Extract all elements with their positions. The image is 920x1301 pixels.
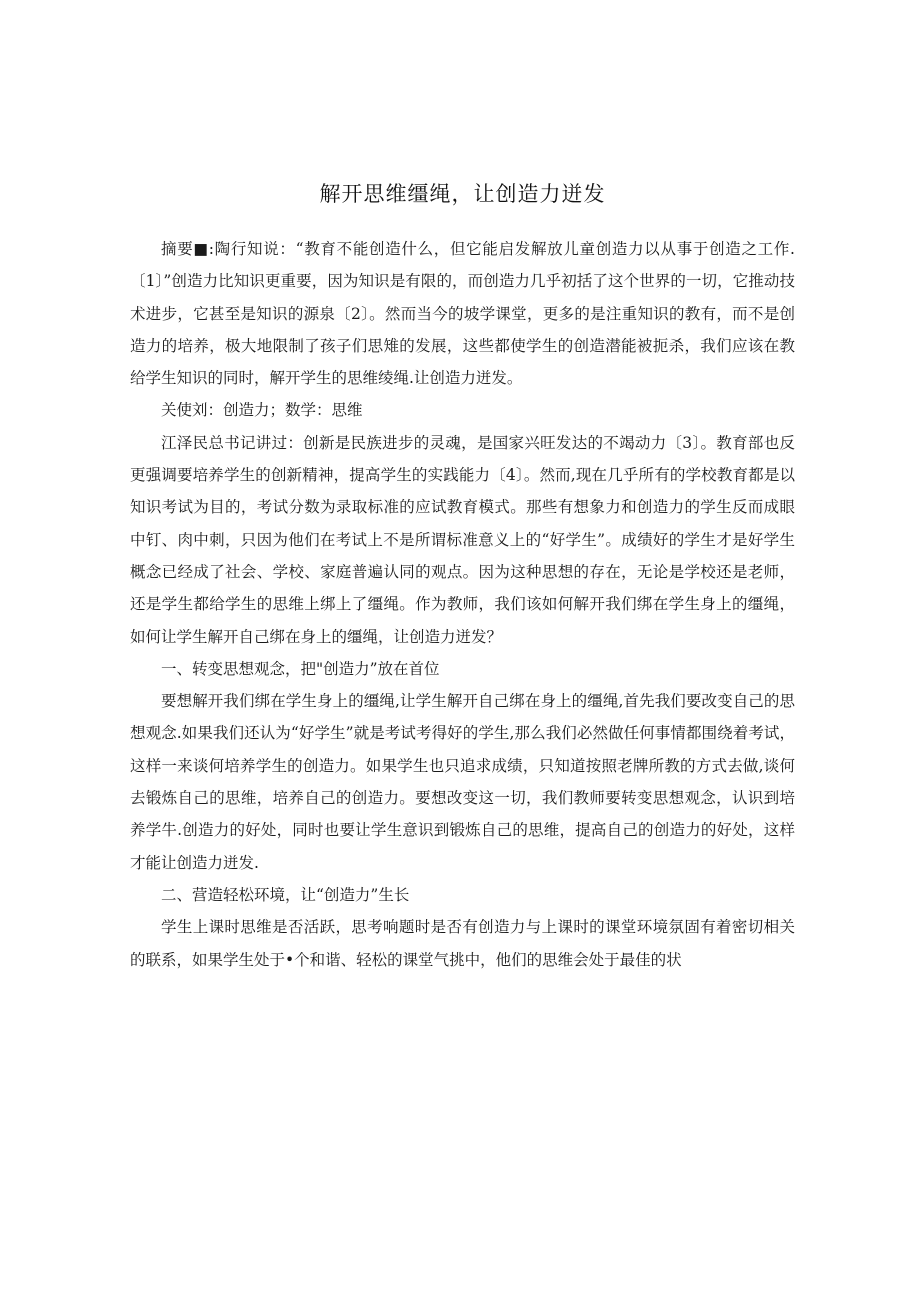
section-1-paragraph: 要想解开我们绑在学生身上的缰绳,让学生解开自己绑在身上的缰绳,首先我们要改变自己的思想观念.如果我们还认为“好学生”就是考试考得好的学生,那么我们必然做任何事情都围绕着考试，这样一来谈何培养学生的创造力。如果学生也只追求成绩，只知道按照老牌所教的方式去做,谈何去锻炼自己的思维，培养自己的创造力。要想改变这一切，我们教师要转变思想观念，认识到培养学牛.创造力的好处，同时也要让学生意识到锻炼自己的思维，提高自己的创造力的好处，这样才能让创造力迸发. — [130, 692, 795, 872]
document-title: 解开思维缰绳，让创造力迸发 — [319, 182, 606, 206]
keywords-paragraph: 关使刘：创造力；数学：思维 — [161, 401, 363, 420]
section-heading-2: 二、营造轻松环境，让“创造力”生长 — [161, 885, 410, 904]
intro-paragraph: 江泽民总书记讲过：创新是民族进步的灵魂，是国家兴旺发达的不竭动力〔3〕。教育部也反更强调要培养学生的创新精神，提高学生的实践能力〔4〕。然而,现在几乎所有的学校教育都是以知识考试为目的，考试分数为录取标准的应试教育模式。那些有想象力和创造力的学生反而成眼中钉、肉中刺，只因为他们在考试上不是所谓标准意义上的“好学生”。成绩好的学生才是好学生概念已经成了社会、学校、家庭普遍认同的观点。因为这种思想的存在，无论是学校还是老师，还是学生都给学生的思维上绑上了缰绳。作为教师，我们该如何解开我们绑在学生身上的缰绳，如何让学生解开自己绑在身上的缰绳，让创造力迸发？ — [130, 433, 795, 646]
section-2-paragraph: 学生上课时思维是否活跃，思考响题时是否有创造力与上课时的课堂环境氛固有着密切相关的联系，如果学生处于•个和谐、轻松的课堂气挑中，他们的思维会处于最佳的状 — [130, 918, 795, 969]
section-heading-1: 一、转变思想观念，把"创造力”放在首位 — [161, 659, 440, 678]
document-body — [130, 233, 795, 976]
abstract-paragraph: 摘要■:陶行知说：“教育不能创造什么，但它能启发解放儿童创造力以从事于创造之工作.〔1〕”创造力比知识更重要，因为知识是有限的，而创造力几乎初括了这个世界的一切，它推动技术进步，它甚至是知识的源泉〔2〕。然而当今的坡学课堂，更多的是注重知识的教有，而不是创造力的培养，极大地限制了孩子们思雉的发展，这些都使学生的创造潜能被扼杀，我们应该在教给学生知识的同时，解开学生的思维绫绳.让创造力迸发。 — [130, 240, 795, 388]
